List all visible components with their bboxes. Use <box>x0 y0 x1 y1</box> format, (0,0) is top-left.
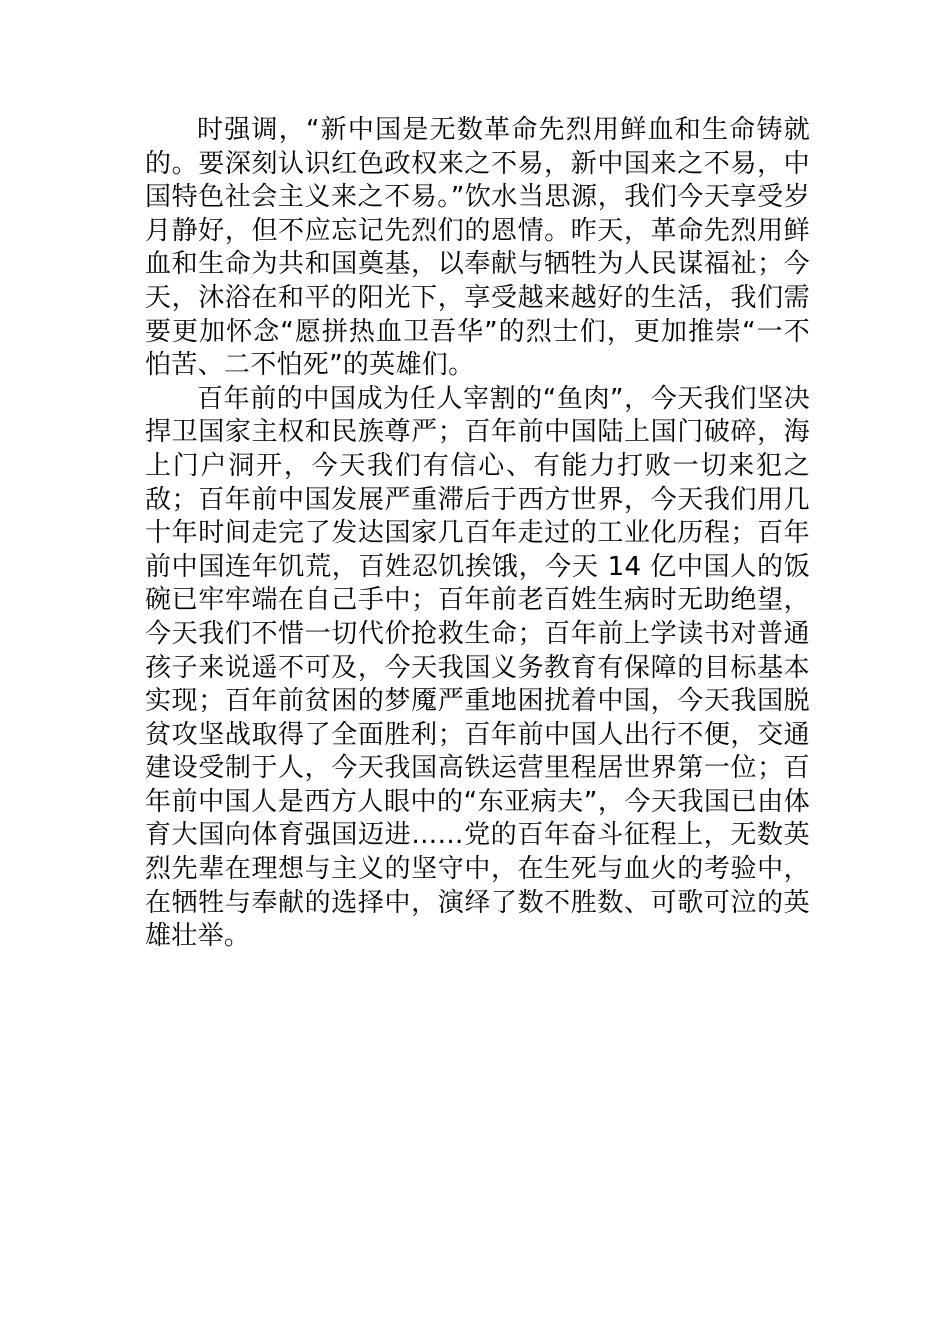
paragraph-1: 时强调，“新中国是无数革命先烈用鲜血和生命铸就的。要深刻认识红色政权来之不易，新中国来之不易，中国特色社会主义来之不易。”饮水当思源，我们今天享受岁月静好，但不应忘记先烈们的恩情。昨天，革命先烈用鲜血和生命为共和国奠基，以奉献与牺牲为人民谋福祉；今天，沐浴在和平的阳光下，享受越来越好的生活，我们需要更加怀念“愿拼热血卫吾华”的烈士们，更加推崇“一不怕苦、二不怕死”的英雄们。 <box>145 115 810 381</box>
paragraph-2: 百年前的中国成为任人宰割的“鱼肉”，今天我们坚决捍卫国家主权和民族尊严；百年前中国陆上国门破碎，海上门户洞开，今天我们有信心、有能力打败一切来犯之敌；百年前中国发展严重滞后于西方世界，今天我们用几十年时间走完了发达国家几百年走过的工业化历程；百年前中国连年饥荒，百姓忍饥挨饿，今天 14 亿中国人的饭碗已牢牢端在自己手中；百年前老百姓生病时无助绝望，今天我们不惜一切代价抢救生命；百年前上学读书对普通孩子来说遥不可及，今天我国义务教育有保障的目标基本实现；百年前贫困的梦魇严重地困扰着中国，今天我国脱贫攻坚战取得了全面胜利；百年前中国人出行不便，交通建设受制于人，今天我国高铁运营里程居世界第一位；百年前中国人是西方人眼中的“东亚病夫”，今天我国已由体育大国向体育强国迈进……党的百年奋斗征程上，无数英烈先辈在理想与主义的坚守中，在生死与血火的考验中，在牺牲与奉献的选择中，演绎了数不胜数、可歌可泣的英雄壮举。 <box>145 383 810 952</box>
document-body <box>145 114 810 954</box>
